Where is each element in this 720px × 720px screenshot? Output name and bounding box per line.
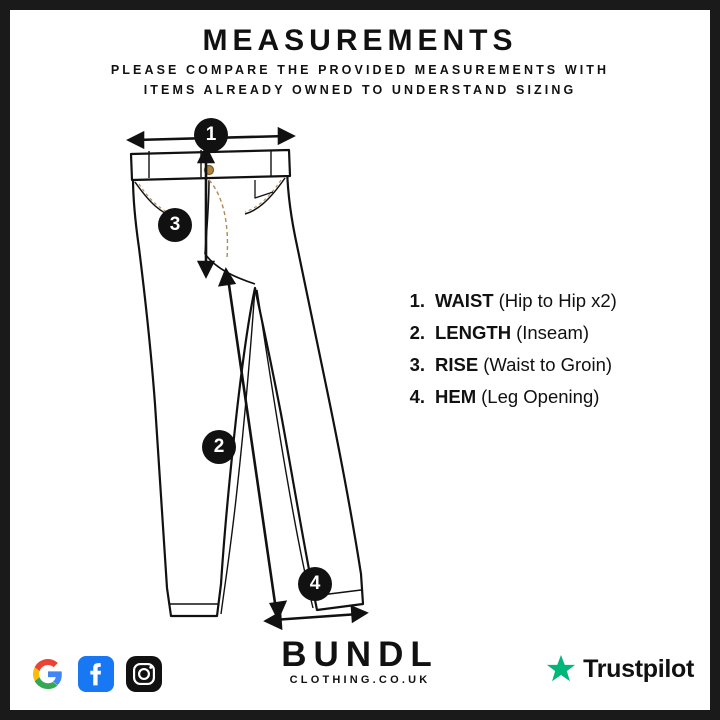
legend-number: 2. xyxy=(409,322,425,343)
legend-note: (Leg Opening) xyxy=(481,386,600,407)
legend-label: WAIST xyxy=(435,290,494,311)
legend-label: RISE xyxy=(435,354,479,375)
graphic-inner xyxy=(10,10,710,710)
instagram-icon[interactable] xyxy=(126,656,162,692)
facebook-icon[interactable] xyxy=(78,656,114,692)
social-links xyxy=(30,656,162,692)
legend-note: (Hip to Hip x2) xyxy=(498,290,617,311)
legend-note: (Waist to Groin) xyxy=(483,354,613,375)
subtitle-line-2: ITEMS ALREADY OWNED TO UNDERSTAND SIZING xyxy=(143,83,577,97)
legend-label: HEM xyxy=(435,386,477,407)
jeans-diagram xyxy=(105,118,435,643)
brand-subtitle: CLOTHING.CO.UK xyxy=(289,674,431,686)
list-item xyxy=(405,290,695,312)
marker-waist: 1 xyxy=(194,118,228,152)
marker-hem: 4 xyxy=(298,567,332,601)
brand-name: BUNDL xyxy=(281,635,439,674)
legend-number: 1. xyxy=(409,290,425,311)
trustpilot-logo xyxy=(546,654,694,684)
marker-rise: 3 xyxy=(158,208,192,242)
trustpilot-name: Trustpilot xyxy=(583,654,694,683)
google-icon[interactable] xyxy=(30,656,66,692)
list-item xyxy=(405,386,695,408)
list-item xyxy=(405,354,695,376)
trustpilot-star-icon xyxy=(546,654,576,684)
legend-number: 3. xyxy=(409,354,425,375)
measurement-legend xyxy=(405,290,695,418)
subtitle-line-1: PLEASE COMPARE THE PROVIDED MEASUREMENTS WITH xyxy=(110,63,610,77)
legend-number: 4. xyxy=(409,386,425,407)
page-subtitle xyxy=(10,60,710,100)
page-title: MEASUREMENTS xyxy=(202,24,518,57)
marker-length: 2 xyxy=(202,430,236,464)
legend-note: (Inseam) xyxy=(516,322,590,343)
legend-label: LENGTH xyxy=(435,322,512,343)
list-item xyxy=(405,322,695,344)
